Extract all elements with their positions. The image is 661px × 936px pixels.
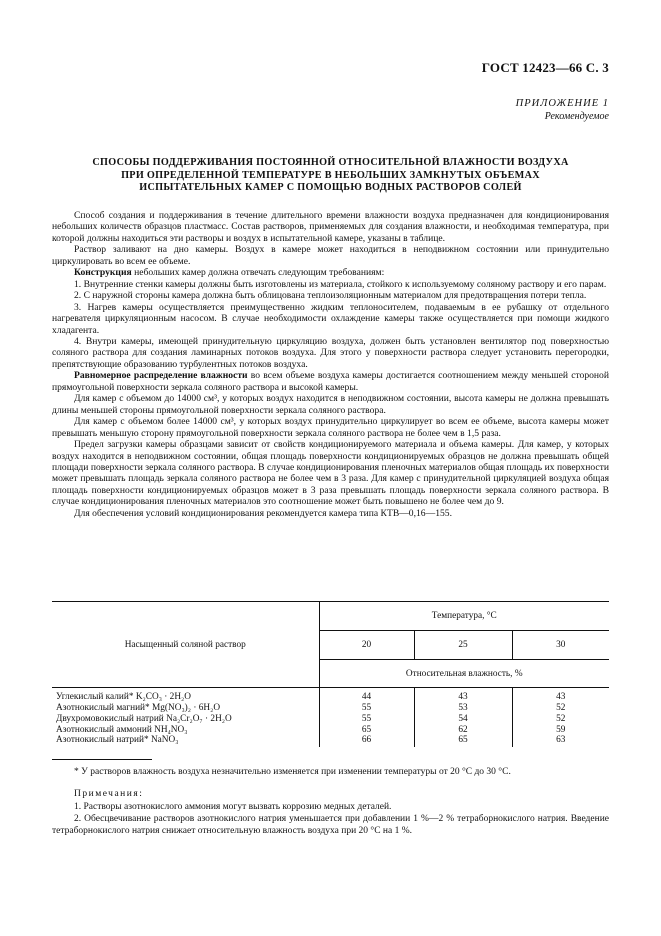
table-cell-value: 54 [414, 713, 512, 724]
table-cell-value: 65 [319, 724, 414, 735]
table-cell-value: 66 [319, 735, 414, 747]
table-cell-value: 52 [556, 702, 566, 713]
table-cell-value: 55 [319, 702, 414, 713]
table-header-solution: Насыщенный соляной раствор [52, 602, 319, 688]
table-header-temperature: Температура, °С [319, 602, 609, 631]
paragraph-text: небольших камер должна отвечать следующим требованиям: [131, 267, 385, 279]
table-cell-salt: Двухромовокислый натрий Na₂Cr₂O₇ · 2H₂O [52, 713, 319, 724]
paragraph: Способ создания и поддерживания в течение длительного времени влажности воздуха предназначен для кондиционирования небольших количеств образцов пластмасс. Состав растворов, применяемых для создания влажности, и необходимая температура, при которой должны находиться эти растворы и воздух в испытательной камере, указаны в таблице. [52, 210, 609, 244]
table-cell-value: 44 [319, 688, 414, 703]
table-header-humidity: Относительная влажность, % [319, 660, 609, 688]
appendix-label: ПРИЛОЖЕНИЕ 1 [515, 98, 609, 109]
document-title [40, 157, 621, 195]
footnote-divider [52, 759, 152, 760]
footnotes [52, 766, 609, 837]
paragraph: Для камер с объемом более 14000 см³, у которых воздух принудительно циркулирует во всем ее объеме, высота камеры может превышать меньшую сторону прямоугольной поверхности зеркала соляного раствора не более чем в 1,5 раза. [52, 416, 609, 439]
paragraph: 3. Нагрев камеры осуществляется преимущественно жидким теплоносителем, подаваемым в ее рубашку от отдельного нагревателя циркуляционным насосом. В случае необходимости охлаждение камеры также осуществляется при помощи жидкого хладагента. [52, 301, 609, 336]
title-line: ИСПЫТАТЕЛЬНЫХ КАМЕР С ПОМОЩЬЮ ВОДНЫХ РАСТВОРОВ СОЛЕЙ [139, 182, 522, 193]
note-item: 1. Растворы азотнокислого аммония могут вызвать коррозию медных деталей. [74, 802, 392, 812]
notes-heading: Примечания: [74, 789, 144, 799]
table-cell-salt: Азотнокислый натрий* NaNO₃ [52, 735, 319, 747]
paragraph-text: во всем объеме воздуха камеры достигается соотношением между меньшей стороной прямоугольной поверхности зеркала соляного раствора и высокой камеры. [52, 370, 609, 393]
table-cell-value: 43 [556, 692, 566, 702]
paragraph [52, 370, 609, 393]
paragraph: 1. Внутренние стенки камеры должны быть изготовлены из материала, стойкого к используемому соляному раствору и его парам. [74, 278, 607, 290]
bold-term: Равномерное распределение влажности [74, 370, 248, 382]
paragraph: 2. С наружной стороны камера должна быть облицована теплоизоляционным материалом для предотвращения потери тепла. [74, 290, 587, 302]
title-line: ПРИ ОПРЕДЕЛЕННОЙ ТЕМПЕРАТУРЕ В НЕБОЛЬШИХ ЗАМКНУТЫХ ОБЪЕМАХ [121, 169, 540, 181]
table-cell-salt: Азотнокислый аммоний NH₄NO₃ [52, 724, 319, 735]
table-header-temp-value: 30 [512, 631, 609, 660]
body-text [52, 210, 609, 519]
table-cell-salt: Азотнокислый магний* Mg(NO₃)₂ · 6H₂O [52, 702, 319, 713]
salt-solution-table [52, 601, 609, 747]
table-cell-value: 59 [556, 724, 566, 735]
paragraph: Для камер с объемом до 14000 см³, у которых воздух находится в неподвижном состоянии, высота камеры не должна превышать длины меньшей стороны прямоугольной поверхности зеркала соляного раствора. [52, 393, 609, 416]
paragraph: Для обеспечения условий кондиционирования рекомендуется камера типа КТВ—0,16—155. [74, 507, 452, 519]
table-cell-value: 55 [319, 713, 414, 724]
bold-term: Конструкция [74, 267, 132, 279]
footnote: * У растворов влажность воздуха незначительно изменяется при изменении температуры от 20 °С до 30 °С. [74, 767, 511, 777]
table-header-temp-value: 20 [319, 631, 414, 660]
table-cell-value: 53 [414, 702, 512, 713]
title-line: СПОСОБЫ ПОДДЕРЖИВАНИЯ ПОСТОЯННОЙ ОТНОСИТЕЛЬНОЙ ВЛАЖНОСТИ ВОЗДУХА [92, 157, 569, 168]
table-cell-value: 62 [414, 724, 512, 735]
paragraph: Раствор заливают на дно камеры. Воздух в камере может находиться в неподвижном состоянии или принудительно циркулировать во всем ее объеме. [52, 244, 609, 267]
table-cell-value: 52 [556, 713, 566, 724]
appendix-note: Рекомендуемое [544, 111, 609, 122]
note-item: 2. Обесцвечивание растворов азотнокислого натрия уменьшается при добавлении 1 %—2 % тетраборнокислого натрия. Введение тетраборнокислого натрия снижает относительную влажность воздуха при 20 °С на 1 %. [52, 814, 609, 836]
page-header: ГОСТ 12423—66 С. 3 [481, 60, 609, 75]
paragraph: Предел загрузки камеры образцами зависит от свойств кондиционируемого материала и объема камеры. Для камер, у которых воздух находится в неподвижном состоянии, общая площадь поверхности кондиционируемых образцов не должна превышать общей площади поверхности зеркала соляного раствора. В случае кондиционирования пленочных материалов общая площадь их поверхности может превышать площадь зеркала соляного раствора не более чем в 3 раза. Для камер с принудительной циркуляцией воздуха общая площадь поверхности кондиционируемых образцов может в 3 раза превышать площадь поверхности зеркала соляного раствора. В случае кондиционирования пленочных материалов это соотношение может быть повышено не более чем до 9. [52, 439, 609, 508]
table-cell-value: 65 [414, 735, 512, 747]
table-header-temp-value: 25 [414, 631, 512, 660]
paragraph [52, 267, 609, 278]
table-cell-value: 43 [414, 688, 512, 703]
paragraph: 4. Внутри камеры, имеющей принудительную циркуляцию воздуха, должен быть установлен вентилятор под поверхностью соляного раствора для создания ламинарных потоков воздуха. Для этого у поверхности раствора следует установить перегородки, препятствующие образованию турбулентных потоков воздуха. [52, 335, 609, 370]
table-cell-value: 63 [556, 735, 566, 745]
table-cell-salt: Углекислый калий* K₂CO₃ · 2H₂O [52, 688, 319, 703]
